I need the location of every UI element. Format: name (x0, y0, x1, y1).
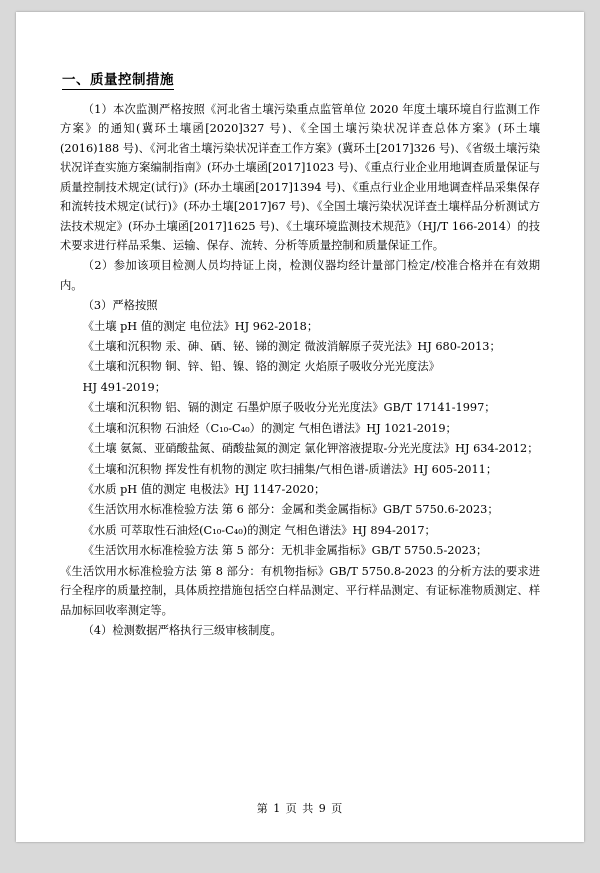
section-heading (62, 68, 540, 90)
standard-item: 《土壤 pH 值的测定 电位法》HJ 962-2018； (82, 319, 319, 333)
standard-item: 《土壤和沉积物 汞、砷、硒、铋、锑的测定 微波消解原子荧光法》HJ 680-2013； (82, 340, 501, 354)
standard-item: 《水质 可萃取性石油烃(C₁₀-C₄₀)的测定 气相色谱法》HJ 894-2017； (82, 523, 436, 537)
standard-item: 《土壤 氨氮、亚硝酸盐氮、硝酸盐氮的测定 氯化钾溶液提取-分光光度法》HJ 634-2012； (82, 442, 539, 456)
document-page (16, 12, 584, 842)
paragraph-1: （1）本次监测严格按照《河北省土壤污染重点监管单位 2020 年度土壤环境自行监测工作方案》的通知(冀环土壤函[2020]327 号)、《全国土壤污染状况详查总体方案》(环土壤(2016)188 号)、《河北省土壤污染状况详查工作方案》(冀环土[2017]326 号)、《省级土壤污染状况详查实施方案编制指南》(环办土壤函[2017]1023 号)、《重点行业企业用地调查质量保证与质量控制技术规定(试行)》(环办土壤函[2017]1394 号)、《重点行业企业用地调查样品采集保存和流转技术规定(试行)》(环办土壤[2017]67 号)、《全国土壤污染状况详查土壤样品分析测试方法技术规定》(环办土壤函[2017]1625 号)、《土壤环境监测技术规范》（HJ/T 166-2014）的技术要求进行样品采集、运输、保存、流转、分析等质量控制和质量保证工作。 (60, 103, 540, 252)
standard-item: 《生活饮用水标准检验方法 第 5 部分：无机非金属指标》GB/T 5750.5-2023； (82, 544, 488, 558)
standard-item-continuation: HJ 491-2019； (82, 380, 166, 394)
section-heading-text: 一、质量控制措施 (62, 68, 174, 90)
paragraph-3: （3）严格按照 (82, 299, 158, 313)
standard-item: 《土壤和沉积物 石油烃（C₁₀-C₄₀）的测定 气相色谱法》HJ 1021-2019； (82, 421, 457, 435)
standard-item: 《水质 pH 值的测定 电极法》HJ 1147-2020； (82, 483, 326, 497)
standards-list (60, 317, 540, 561)
paragraph-2: （2）参加该项目检测人员均持证上岗，检测仪器均经计量部门检定/校准合格并在有效期内。 (60, 259, 540, 292)
standard-item: 《土壤和沉积物 挥发性有机物的测定 吹扫捕集/气相色谱-质谱法》HJ 605-2011； (82, 462, 498, 476)
standard-item: 《生活饮用水标准检验方法 第 6 部分：金属和类金属指标》GB/T 5750.6-2023； (82, 503, 499, 517)
paragraph-5: （4）检测数据严格执行三级审核制度。 (82, 623, 282, 637)
page-footer: 第 1 页 共 9 页 (256, 802, 344, 815)
standard-item: 《土壤和沉积物 铝、镉的测定 石墨炉原子吸收分光光度法》GB/T 17141-1997； (82, 401, 496, 415)
paragraph-4: 《生活饮用水标准检验方法 第 8 部分：有机物指标》GB/T 5750.8-2023 的分析方法的要求进行全程序的质量控制，具体质控措施包括空白样品测定、平行样品测定、有证标准物质测定、样品加标回收率测定等。 (60, 564, 540, 617)
standard-item: 《土壤和沉积物 铜、锌、铅、镍、铬的测定 火焰原子吸收分光光度法》 (82, 360, 440, 374)
